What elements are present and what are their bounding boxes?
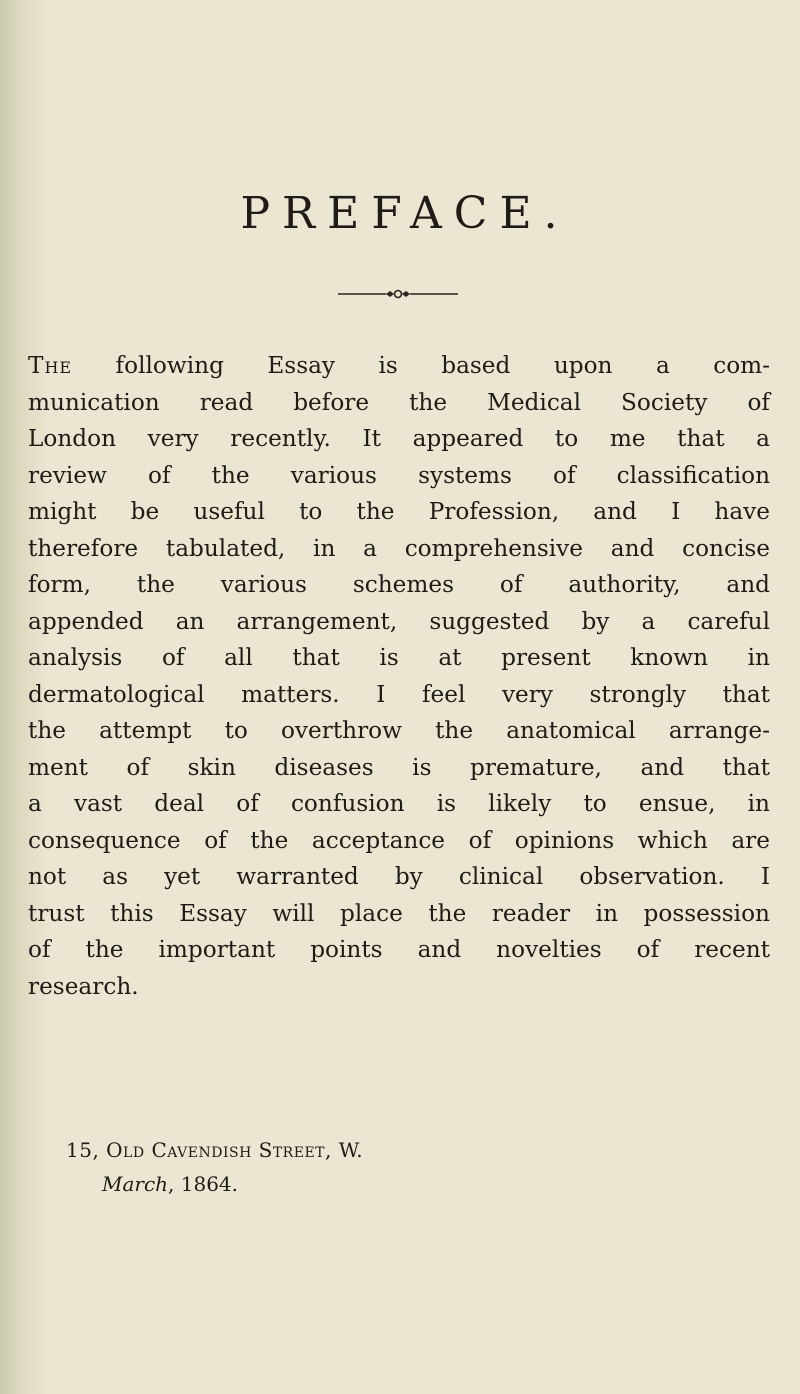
signature-date [102,1172,238,1196]
preface-paragraph [28,348,770,1005]
text-line: analysis of all that is at present known in [28,644,770,671]
signature-month: March [102,1172,169,1196]
text-line: might be useful to the Profession, and I have [28,498,770,525]
signature-address: 15, Old Cavendish Street, W. [66,1138,364,1162]
text-line: review of the various systems of classification [28,461,770,489]
ornament-divider [338,288,458,300]
text-line: therefore tabulated, in a comprehensive and concise [28,534,770,562]
first-word: The [28,352,73,379]
text-line: the attempt to overthrow the anatomical arrange- [28,717,770,744]
text-line: consequence of the acceptance of opinions which are [28,826,770,854]
text-line: appended an arrangement, suggested by a careful [28,607,770,635]
text-line: a vast deal of confusion is likely to ensue, in [28,790,770,817]
page-title: PREFACE. [240,188,570,239]
text-line: ment of skin diseases is premature, and that [28,753,770,781]
signature-year: , 1864. [168,1172,239,1196]
text-line: not as yet warranted by clinical observation. I [28,863,770,890]
text-line: of the important points and novelties of recent [28,936,770,963]
text-line: London very recently. It appeared to me that a [28,425,770,452]
text-line: form, the various schemes of authority, and [28,571,770,598]
text-line: research. [28,972,139,1000]
text-line: The following Essay is based upon a com- [28,352,770,379]
text-line: munication read before the Medical Society of [28,388,770,416]
text-line: trust this Essay will place the reader in possession [28,899,770,927]
text-line: dermatological matters. I feel very strongly that [28,680,770,708]
